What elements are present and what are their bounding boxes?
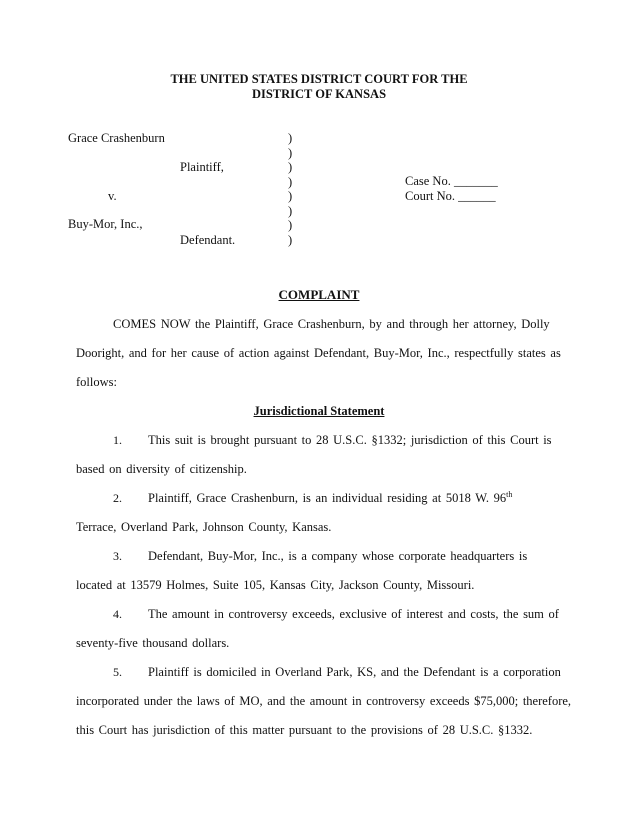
caption-paren: ) bbox=[288, 145, 293, 160]
court-number: Court No. ______ bbox=[405, 189, 496, 203]
versus: v. bbox=[108, 189, 117, 203]
paragraph-number: 3. bbox=[113, 549, 122, 563]
paragraph-line: incorporated under the laws of MO, and the amount in controversy exceeds $75,000; therefore, bbox=[76, 694, 572, 708]
intro-line: follows: bbox=[76, 375, 117, 389]
caption-paren: ) bbox=[288, 131, 293, 145]
defendant-role: Defendant. bbox=[180, 233, 236, 247]
paragraph-number: 1. bbox=[113, 433, 122, 447]
paragraph-line-text: Plaintiff, Grace Crashenburn, is an individual residing at 5018 W. 96 bbox=[148, 491, 507, 505]
caption-paren: ) bbox=[288, 232, 293, 247]
paragraph-number: 4. bbox=[113, 607, 122, 621]
jurisdiction-heading: Jurisdictional Statement bbox=[253, 404, 385, 418]
court-heading-line2: DISTRICT OF KANSAS bbox=[251, 87, 387, 101]
intro-line: COMES NOW the Plaintiff, Grace Crashenburn, by and through her attorney, Dolly bbox=[113, 317, 550, 331]
paragraph-line: This suit is brought pursuant to 28 U.S.C. §1332; jurisdiction of this Court is bbox=[148, 433, 552, 447]
paragraph-line bbox=[148, 491, 512, 506]
caption-paren: ) bbox=[288, 189, 293, 203]
plaintiff-name: Grace Crashenburn bbox=[68, 131, 165, 145]
paragraph-number: 2. bbox=[113, 491, 122, 505]
paragraph-line: The amount in controversy exceeds, exclusive of interest and costs, the sum of bbox=[148, 607, 559, 621]
caption-paren: ) bbox=[288, 160, 293, 174]
paragraph-line: this Court has jurisdiction of this matter pursuant to the provisions of 28 U.S.C. §1332. bbox=[76, 723, 533, 737]
caption-paren: ) bbox=[288, 203, 293, 218]
paragraph-number: 5. bbox=[113, 665, 122, 679]
caption-paren: ) bbox=[288, 174, 293, 189]
paragraph-line: Plaintiff is domiciled in Overland Park, KS, and the Defendant is a corporation bbox=[148, 665, 561, 679]
caption-paren: ) bbox=[288, 218, 293, 232]
paragraph-line: Defendant, Buy-Mor, Inc., is a company whose corporate headquarters is bbox=[148, 549, 528, 563]
complaint-title: COMPLAINT bbox=[278, 287, 360, 302]
defendant-name: Buy-Mor, Inc., bbox=[68, 217, 143, 231]
case-number: Case No. _______ bbox=[405, 174, 498, 188]
paragraph-line: Terrace, Overland Park, Johnson County, Kansas. bbox=[76, 520, 332, 534]
paragraph-line: located at 13579 Holmes, Suite 105, Kansas City, Jackson County, Missouri. bbox=[76, 578, 475, 592]
paragraph-line: based on diversity of citizenship. bbox=[76, 462, 247, 476]
intro-line: Dooright, and for her cause of action against Defendant, Buy-Mor, Inc., respectfully states as bbox=[76, 346, 561, 360]
ordinal-suffix: th bbox=[506, 489, 513, 499]
paragraph-line: seventy-five thousand dollars. bbox=[76, 636, 230, 650]
court-heading-line1: THE UNITED STATES DISTRICT COURT FOR THE bbox=[170, 72, 468, 86]
plaintiff-role: Plaintiff, bbox=[180, 160, 224, 174]
